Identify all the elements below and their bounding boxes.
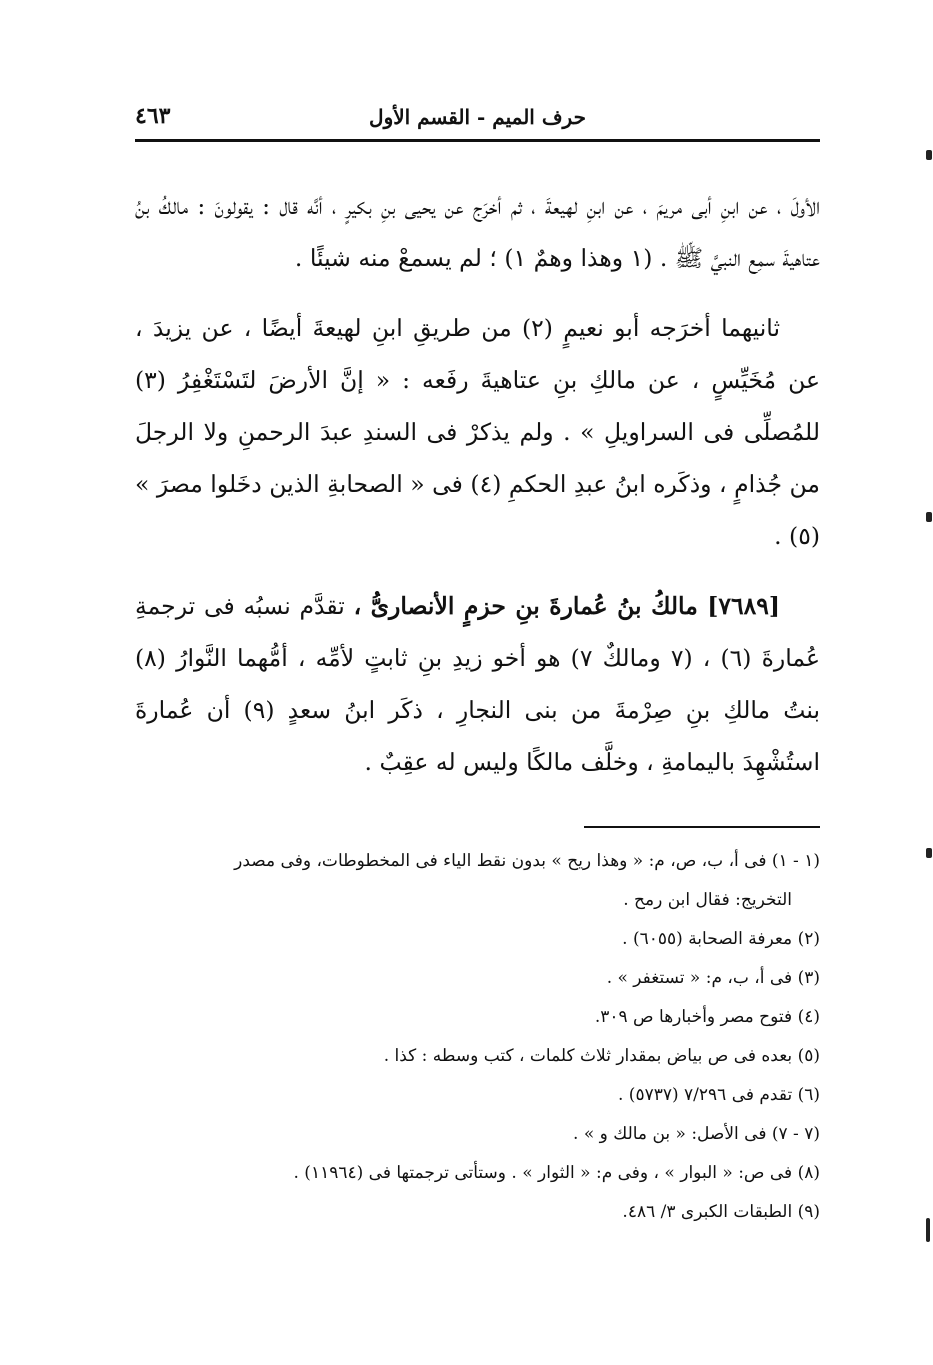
paragraph-2: ثانيهما أخرَجه أبو نعيمٍ (٢) من طريقِ ابنِ لهيعةَ أيضًا ، عن يزيدَ ، عن مُخَيِّسٍ ، عن مالكِ بنِ عتاهيةَ رفَعه : « إنَّ الأرضَ لتَسْتَغْفِرُ (٣) للمُصلِّى فى السراويلِ » . ولم يذكرْ فى السندِ عبدَ الرحمنِ ولا الرجلَ من جُذامٍ ، وذكَره ابنُ عبدِ الحكمِ (٤) فى « الصحابةِ الذين دخَلوا مصرَ » (٥) . bbox=[135, 314, 820, 550]
paragraph-1: الأولَ ، عن ابنِ أبى مريمَ ، عن ابنِ لهيعةَ ، ثم أخرَج عن يحيى بنِ بكيرٍ ، أنَّه قال : يقولونَ : مالكُ بنُ عتاهيةَ سمِع النبيَّ ﷺ . (١ وهذا وهمٌ ١) ؛ لم يسمعْ منه شيئًا . bbox=[135, 192, 820, 272]
footnote-2: (٢) معرفة الصحابة (٦٠٥٥) . bbox=[622, 929, 820, 949]
footnote-divider bbox=[584, 826, 820, 828]
footnote-4: (٤) فتوح مصر وأخبارها ص ٣٠٩. bbox=[594, 1007, 820, 1027]
entry-heading: [٧٦٨٩] مالكُ بنُ عُمارةَ بنِ حزمٍ الأنصارىُّ ، bbox=[353, 592, 780, 620]
running-title: حرف الميم - القسم الأول bbox=[369, 105, 586, 129]
footnote-1: (١ - ١) فى أ، ب، ص، م: « وهذا ريح » بدون نقط الياء فى المخطوطات، وفى مصدر bbox=[234, 851, 820, 871]
margin-mark-lower bbox=[926, 848, 932, 858]
footnote-5: (٥) بعده فى ص بياض بمقدار ثلاث كلمات ، كتب وسطه : كذا . bbox=[383, 1046, 820, 1066]
margin-mark-middle bbox=[926, 512, 932, 522]
footnote-8: (٨) فى ص: « البوار » ، وفى م: « الثوار » . وستأتى ترجمتها فى (١١٩٦٤) . bbox=[293, 1163, 820, 1183]
main-text bbox=[135, 180, 820, 788]
book-page bbox=[135, 95, 820, 1335]
footnote-6: (٦) تقدم فى ٧/٢٩٦ (٥٧٣٧) . bbox=[618, 1085, 820, 1105]
entry-text: تقدَّم نسبُه فى ترجمةِ عُمارةَ (٦) ، (٧ ومالكٌ ٧) هو أخو زيدِ بنِ ثابتٍ لأمِّه ، أمُّهما النَّوارُ (٨) بنتُ مالكِ بنِ صِرْمةَ من بنى النجارِ ، ذكَر ابنُ سعدٍ (٩) أن عُمارةَ استُشْهِدَ باليمامةِ ، وخلَّف مالكًا وليس له عقِبٌ . bbox=[135, 592, 820, 776]
page-header bbox=[135, 95, 820, 142]
page-number: ٤٦٣ bbox=[135, 103, 171, 129]
footnote-9: (٩) الطبقات الكبرى ٣/ ٤٨٦. bbox=[622, 1202, 820, 1222]
entry-paragraph bbox=[135, 580, 820, 788]
footnotes bbox=[135, 842, 820, 1232]
margin-mark-bottom bbox=[926, 1218, 930, 1242]
footnote-1-continued: التخريج: فقال ابن رمح . bbox=[623, 890, 792, 910]
footnote-7: (٧ - ٧) فى الأصل: « بن مالك و » . bbox=[573, 1124, 820, 1144]
footnote-3: (٣) فى أ، ب، م: « تستغفر » . bbox=[606, 968, 820, 988]
margin-mark-top bbox=[926, 150, 932, 160]
